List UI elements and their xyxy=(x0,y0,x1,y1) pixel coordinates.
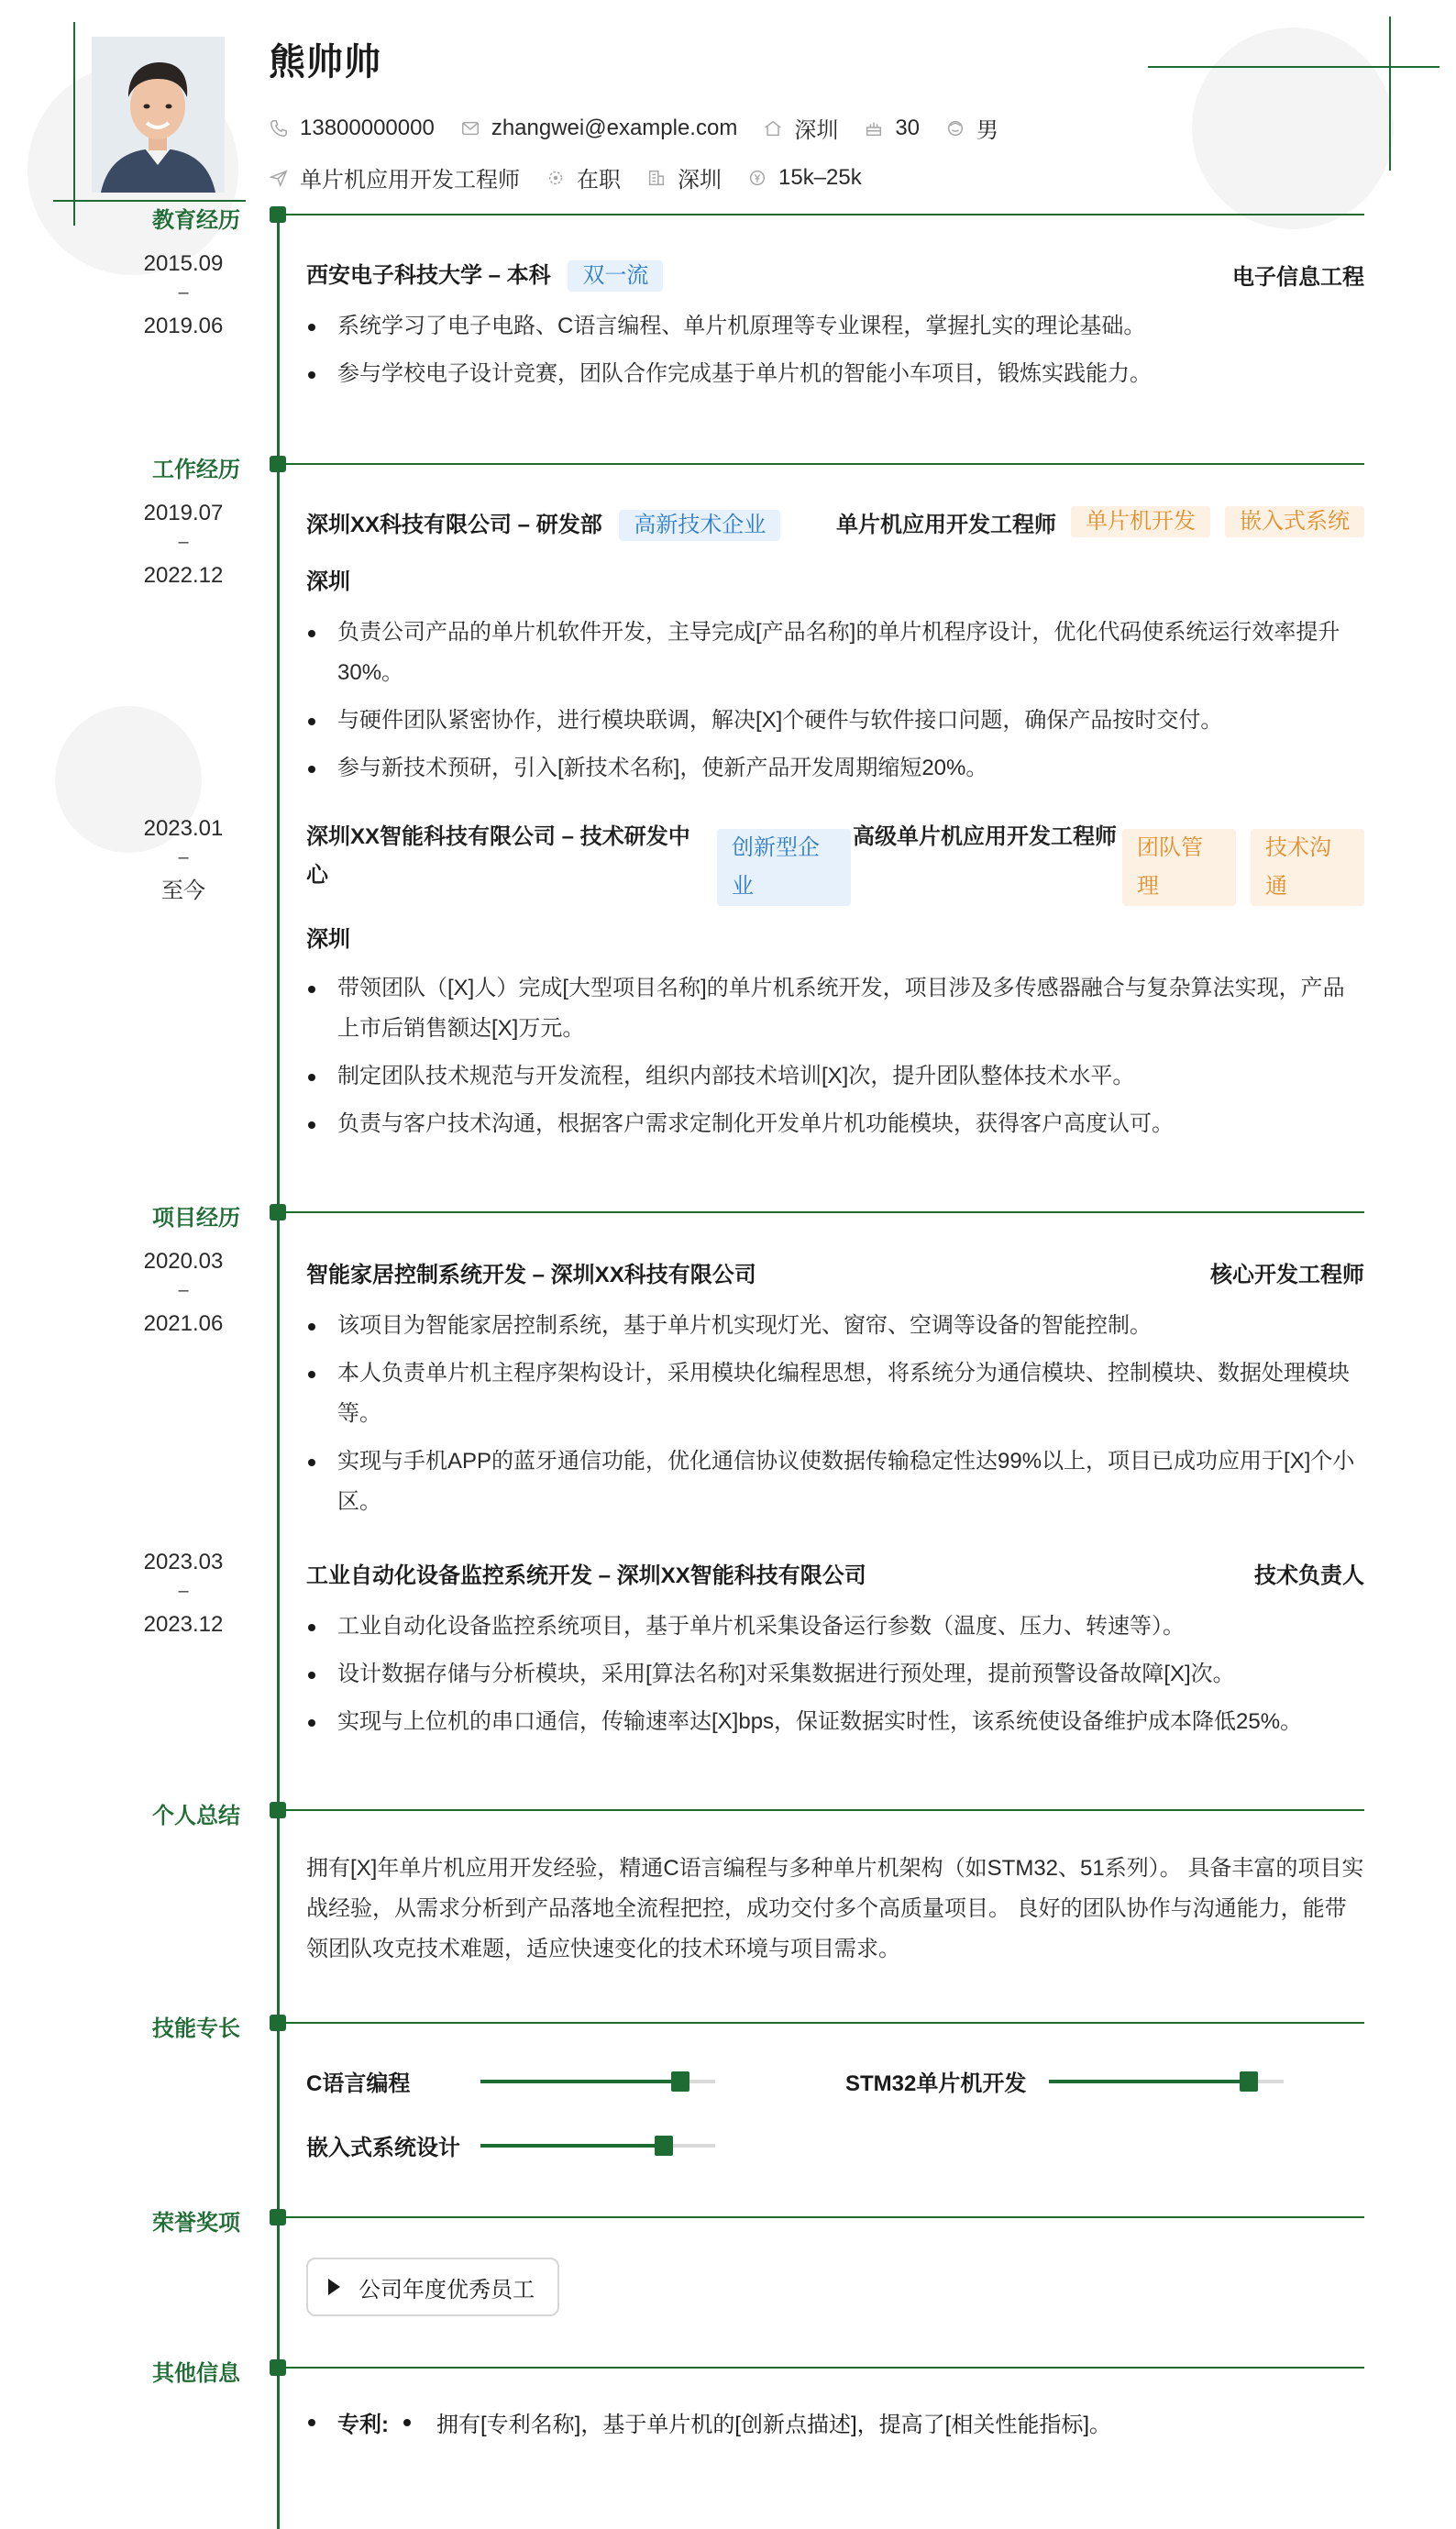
work-city: 深圳 xyxy=(306,569,350,594)
education-bullets xyxy=(306,306,1364,402)
status-icon xyxy=(546,168,566,188)
section-divider xyxy=(284,214,1364,215)
skill-item xyxy=(845,2065,1284,2097)
decorative-line xyxy=(1148,66,1439,68)
date-dash: – xyxy=(178,282,189,303)
skill-item xyxy=(306,2129,715,2161)
skill-bar xyxy=(480,2144,715,2148)
skill-name: 嵌入式系统设计 xyxy=(306,2136,460,2160)
other-info-item xyxy=(306,2406,1111,2438)
list-item: 负责公司产品的单片机软件开发，主导完成[产品名称]的单片机程序设计，优化代码使系统运行效率提升30%。 xyxy=(306,613,1364,693)
list-item: 工业自动化设备监控系统项目，基于单片机采集设备运行参数（温度、压力、转速等）。 xyxy=(306,1607,1364,1647)
skill-tag: 团队管理 xyxy=(1122,829,1236,906)
location-value: 深圳 xyxy=(794,118,839,143)
start-date: 2023.01 xyxy=(143,816,224,841)
gender-value: 男 xyxy=(976,118,999,143)
email-value: zhangwei@example.com xyxy=(491,115,738,140)
skill-bar xyxy=(1049,2080,1284,2083)
list-item: 负责与客户技术沟通，根据客户需求定制化开发单片机功能模块，获得客户高度认可。 xyxy=(306,1104,1364,1144)
skill-bar xyxy=(480,2080,715,2083)
phone-item xyxy=(269,116,435,141)
school-tag: 双一流 xyxy=(568,260,663,292)
project-name: 智能家居控制系统开发 – 深圳XX科技有限公司 xyxy=(306,1263,756,1287)
work-bullets xyxy=(306,968,1364,1152)
summary-text: 拥有[X]年单片机应用开发经验，精通C语言编程与多种单片机架构（如STM32、51系列）。 具备丰富的项目实战经验，从需求分析到产品落地全流程把控，成功交付多个高质量项目。 良好的团队协作与沟通能力，能带领团队攻克技术难题，适应快速变化的技术环境与项目需求。 xyxy=(306,1856,1364,1961)
project-role: 核心开发工程师 xyxy=(1210,1263,1364,1287)
status-item xyxy=(546,161,621,193)
contact-info-row xyxy=(269,112,1024,144)
profile-photo xyxy=(92,37,225,193)
major: 电子信息工程 xyxy=(1232,265,1364,290)
project-bullets xyxy=(306,1607,1364,1750)
section-divider xyxy=(284,2367,1364,2369)
candidate-name: 熊帅帅 xyxy=(269,42,381,83)
section-divider xyxy=(284,1211,1364,1213)
company-name: 深圳XX智能科技有限公司 – 技术研发中心 xyxy=(306,824,690,888)
home-icon xyxy=(763,118,783,138)
skill-bar-fill xyxy=(480,2080,680,2083)
skill-bar-knob xyxy=(1240,2071,1258,2092)
start-date: 2015.09 xyxy=(143,251,224,276)
list-item: 带领团队（[X]人）完成[大型项目名称]的单片机系统开发，项目涉及多传感器融合与复杂算法实现，产品上市后销售额达[X]万元。 xyxy=(306,968,1364,1049)
list-item: 系统学习了电子电路、C语言编程、单片机原理等专业课程，掌握扎实的理论基础。 xyxy=(306,306,1364,347)
section-title-projects: 项目经历 xyxy=(152,1206,240,1231)
list-item: 实现与上位机的串口通信，传输速率达[X]bps，保证数据实时性，该系统使设备维护成本降低25%。 xyxy=(306,1702,1364,1742)
skill-bar-fill xyxy=(1049,2080,1249,2083)
section-title-work: 工作经历 xyxy=(152,458,240,482)
avatar-illustration xyxy=(92,37,225,193)
section-title-summary: 个人总结 xyxy=(152,1804,240,1828)
end-date: 2021.06 xyxy=(143,1311,224,1336)
bullet-dot xyxy=(308,2419,315,2426)
education-date xyxy=(119,242,248,348)
target-city-value: 深圳 xyxy=(678,168,722,193)
salary-value: 15k–25k xyxy=(778,164,862,190)
school-name: 西安电子科技大学 – 本科 xyxy=(306,263,551,288)
section-divider xyxy=(284,1809,1364,1811)
skill-name: STM32单片机开发 xyxy=(845,2071,1027,2096)
section-divider xyxy=(284,463,1364,465)
list-item: 设计数据存储与分析模块，采用[算法名称]对采集数据进行预处理，提前预警设备故障[X]次。 xyxy=(306,1654,1364,1695)
skill-name: C语言编程 xyxy=(306,2071,411,2096)
age-value: 30 xyxy=(895,115,921,140)
work-position: 高级单片机应用开发工程师 xyxy=(853,824,1117,849)
salary-icon xyxy=(747,168,767,188)
date-dash: – xyxy=(178,1581,189,1601)
decorative-line xyxy=(73,22,75,226)
age-icon xyxy=(864,118,884,138)
bullet-dot xyxy=(403,2419,411,2426)
end-date: 至今 xyxy=(161,878,205,903)
section-title-skills: 技能专长 xyxy=(152,2016,240,2041)
list-item: 本人负责单片机主程序架构设计，采用模块化编程思想，将系统分为通信模块、控制模块、数据处理模块等。 xyxy=(306,1353,1364,1434)
list-item: 该项目为智能家居控制系统，基于单片机实现灯光、窗帘、空调等设备的智能控制。 xyxy=(306,1306,1364,1346)
work-position: 单片机应用开发工程师 xyxy=(836,513,1056,537)
skill-bar-fill xyxy=(480,2144,664,2148)
list-item: 实现与手机APP的蓝牙通信功能，优化通信协议使数据传输稳定性达99%以上，项目已成功应用于[X]个小区。 xyxy=(306,1441,1364,1522)
job-info-row xyxy=(269,161,888,193)
list-item: 参与学校电子设计竞赛，团队合作完成基于单片机的智能小车项目，锻炼实践能力。 xyxy=(306,354,1364,394)
job-target-item xyxy=(269,161,520,193)
decorative-line xyxy=(1389,17,1391,171)
other-info-label: 专利: xyxy=(337,2413,389,2437)
start-date: 2023.03 xyxy=(143,1550,224,1574)
section-divider xyxy=(284,2022,1364,2024)
list-item: 与硬件团队紧密协作，进行模块联调，解决[X]个硬件与软件接口问题，确保产品按时交付。 xyxy=(306,701,1364,741)
award-label: 公司年度优秀员工 xyxy=(358,2277,535,2303)
job-target-value: 单片机应用开发工程师 xyxy=(300,168,520,193)
project-date xyxy=(119,1240,248,1346)
other-info-text: 拥有[专利名称]，基于单片机的[创新点描述]，提高了[相关性能指标]。 xyxy=(436,2413,1112,2437)
skill-tag: 单片机开发 xyxy=(1071,506,1210,537)
gender-item xyxy=(945,112,998,144)
target-city-item xyxy=(646,161,722,193)
status-value: 在职 xyxy=(577,168,621,193)
work-tags xyxy=(1071,506,1364,537)
work-bullets xyxy=(306,613,1364,796)
work-date xyxy=(119,491,248,598)
skill-tag: 技术沟通 xyxy=(1251,829,1364,906)
section-title-education: 教育经历 xyxy=(152,208,240,233)
timeline-line xyxy=(277,214,280,2529)
date-dash: – xyxy=(178,847,189,867)
building-icon xyxy=(646,168,667,188)
section-title-other: 其他信息 xyxy=(152,2361,240,2386)
play-triangle-icon xyxy=(328,2279,340,2295)
work-city: 深圳 xyxy=(306,927,350,952)
end-date: 2022.12 xyxy=(143,563,224,588)
email-item xyxy=(460,116,738,141)
skill-bar-knob xyxy=(671,2071,689,2092)
company-tag: 高新技术企业 xyxy=(619,510,780,541)
send-icon xyxy=(269,168,289,188)
project-name: 工业自动化设备监控系统开发 – 深圳XX智能科技有限公司 xyxy=(306,1563,866,1588)
work-date xyxy=(119,807,248,913)
end-date: 2019.06 xyxy=(143,314,224,338)
project-date xyxy=(119,1541,248,1647)
date-dash: – xyxy=(178,532,189,552)
project-bullets xyxy=(306,1306,1364,1530)
work-tags xyxy=(1122,829,1364,906)
company-name: 深圳XX科技有限公司 – 研发部 xyxy=(306,513,602,537)
section-divider xyxy=(284,2216,1364,2218)
phone-icon xyxy=(269,118,289,138)
salary-item xyxy=(747,165,862,191)
age-item xyxy=(864,116,920,141)
gender-icon xyxy=(945,118,965,138)
start-date: 2019.07 xyxy=(143,501,224,525)
date-dash: – xyxy=(178,1280,189,1300)
project-role: 技术负责人 xyxy=(1254,1563,1364,1588)
list-item: 参与新技术预研，引入[新技术名称]，使新产品开发周期缩短20%。 xyxy=(306,748,1364,789)
award-item[interactable] xyxy=(306,2258,559,2316)
decorative-circle xyxy=(1192,28,1394,229)
end-date: 2023.12 xyxy=(143,1612,224,1637)
skill-item xyxy=(306,2065,715,2097)
section-title-awards: 荣誉奖项 xyxy=(152,2211,240,2236)
skill-bar-knob xyxy=(655,2136,673,2156)
education-entry-head xyxy=(306,257,1364,292)
list-item: 制定团队技术规范与开发流程，组织内部技术培训[X]次，提升团队整体技术水平。 xyxy=(306,1056,1364,1097)
phone-value: 13800000000 xyxy=(300,115,435,140)
company-tag: 创新型企业 xyxy=(717,829,851,906)
skill-tag: 嵌入式系统 xyxy=(1225,506,1364,537)
start-date: 2020.03 xyxy=(143,1249,224,1274)
mail-icon xyxy=(460,118,480,138)
location-item xyxy=(763,112,838,144)
